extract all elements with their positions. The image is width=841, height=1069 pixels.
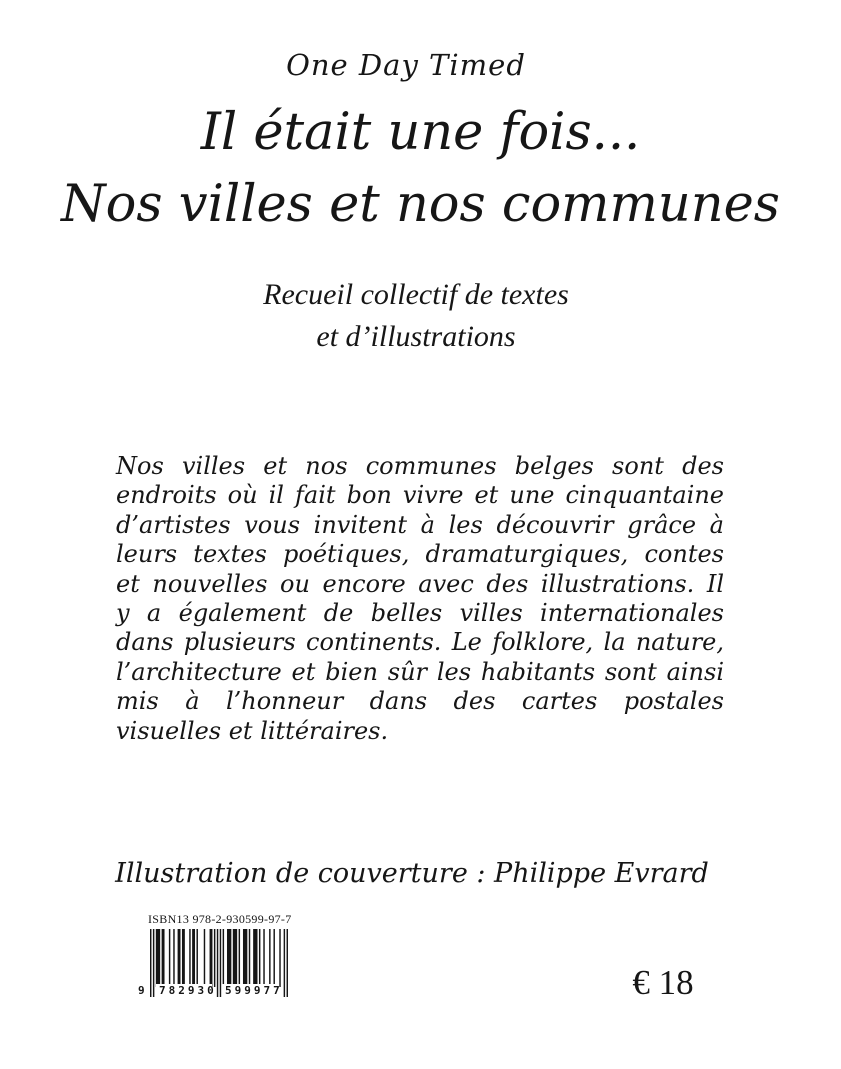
description-line: d’artistes vous invitent à les découvrir grâce à [116, 510, 724, 539]
isbn-label: ISBN13 978-2-930599-97-7 [148, 912, 292, 926]
description-line: l’architecture et bien sûr les habitants sont ainsi [116, 657, 724, 686]
description-line: mis à l’honneur dans des cartes postales [116, 687, 724, 716]
description-paragraph [116, 452, 724, 746]
description-line: leurs textes poétiques, dramaturgiques, contes [116, 540, 724, 569]
description-line: dans plusieurs continents. Le folklore, la nature, [116, 628, 724, 657]
description-line: y a également de belles villes internationales [116, 599, 724, 628]
description-line: endroits où il fait bon vivre et une cinquantaine [116, 481, 724, 510]
cover-illustration-credit: Illustration de couverture : Philippe Evrard [115, 858, 709, 889]
book-title [0, 97, 841, 241]
description-line: visuelles et littéraires. [116, 716, 389, 745]
book-title-line2: Nos villes et nos communes [61, 175, 780, 234]
price: € 18 [632, 963, 694, 1002]
publisher-name: One Day Timed [286, 48, 526, 82]
barcode-digits [138, 984, 288, 998]
book-title-line1: Il était une fois... [200, 103, 641, 162]
barcode-digits-left-group: 782930 [156, 984, 212, 998]
barcode-block [138, 912, 308, 997]
barcode-digit-leading: 9 [138, 984, 145, 997]
book-subtitle [0, 274, 832, 358]
book-subtitle-line2: et d’illustrations [316, 320, 516, 353]
description-line: et nouvelles ou encore avec des illustrations. Il [116, 569, 724, 598]
book-subtitle-line1: Recueil collectif de textes [263, 278, 569, 311]
description-line: Nos villes et nos communes belges sont des [116, 452, 724, 480]
barcode-digits-right-group: 599977 [222, 984, 278, 998]
